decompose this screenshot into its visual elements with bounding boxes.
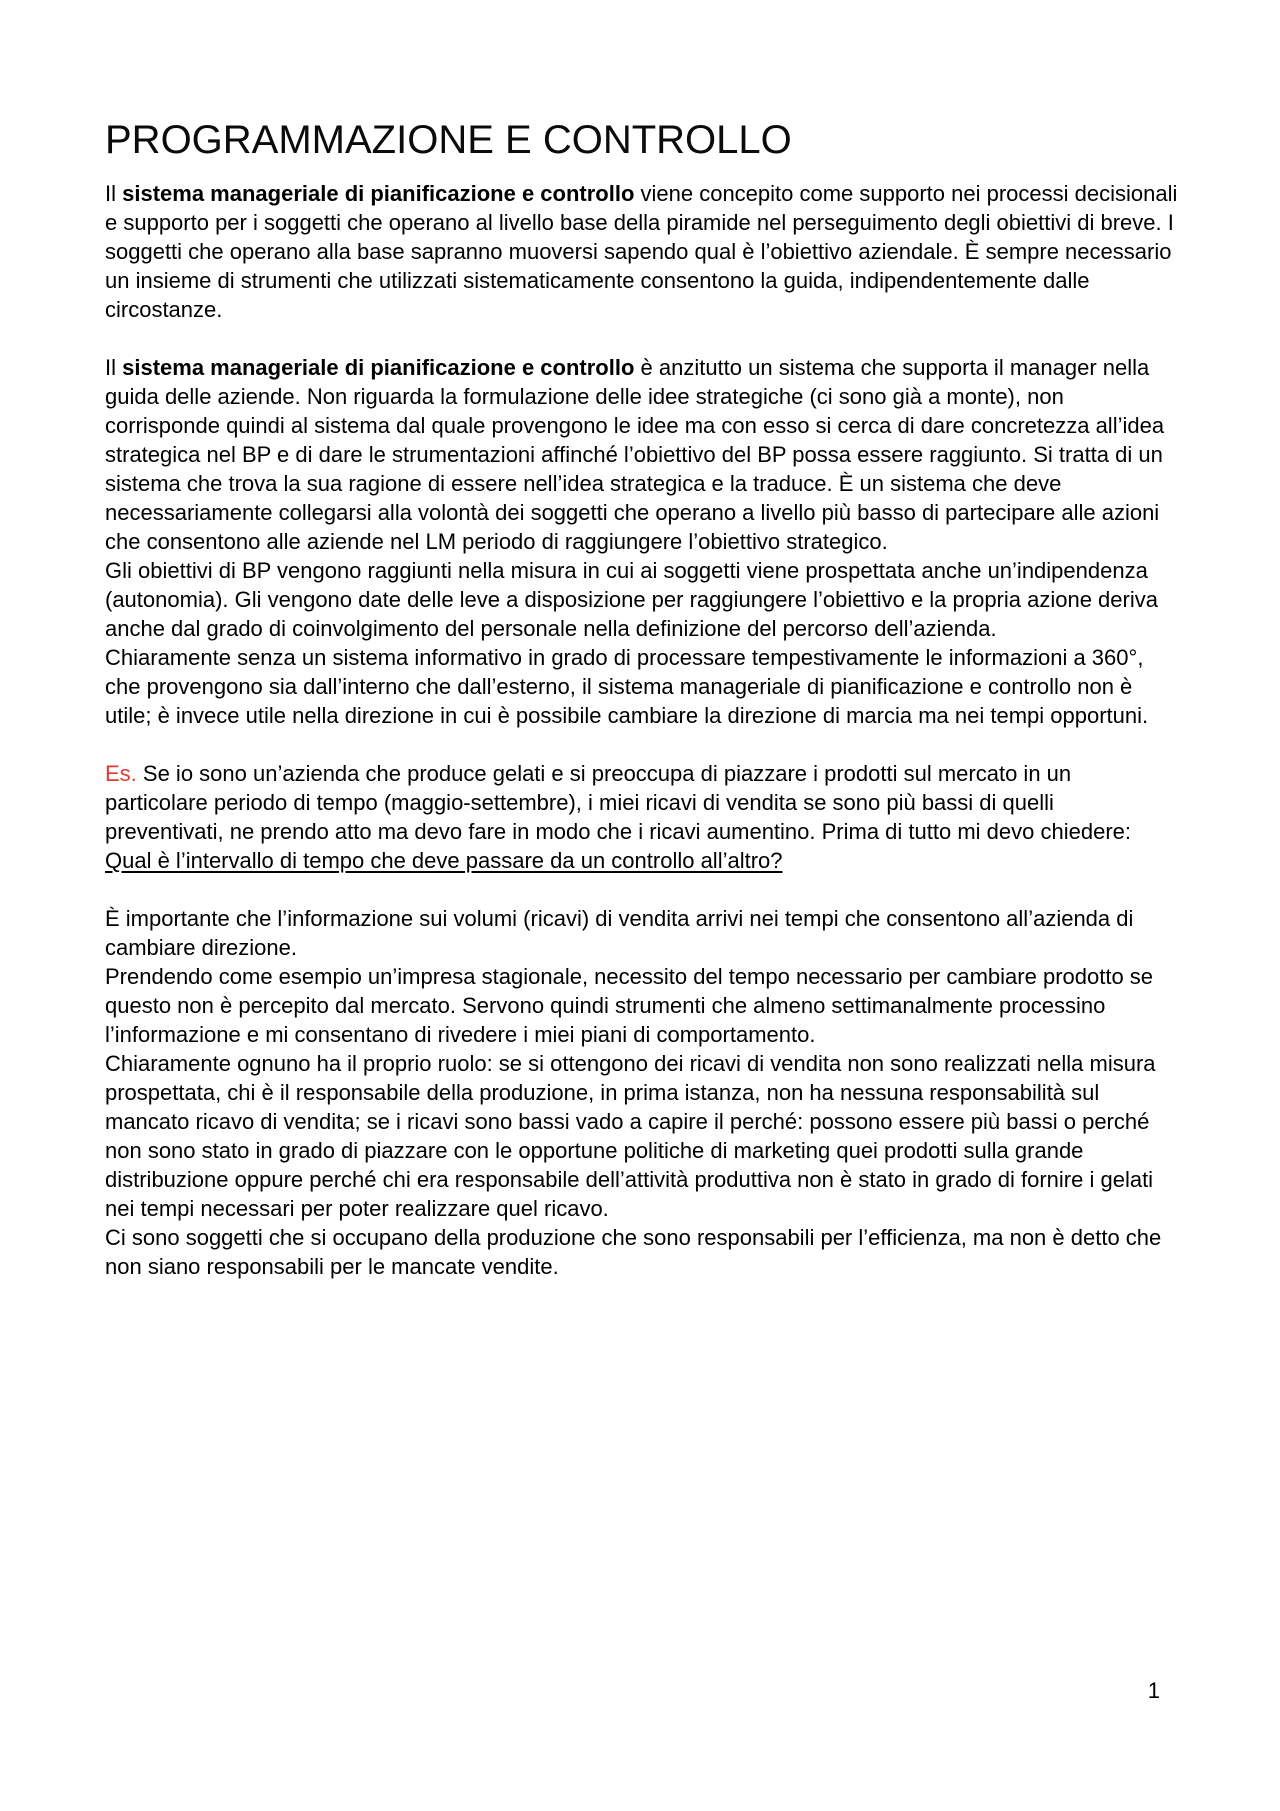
paragraph: [105, 904, 1178, 962]
text-segment: Ci sono soggetti che si occupano della produzione che sono responsabili per l’efficienza, ma non è detto che non siano responsabili per le mancate vendite.: [105, 1225, 1162, 1279]
text-segment: è anzitutto un sistema che supporta il manager nella guida delle aziende. Non riguarda la formulazione delle idee strategiche (ci sono già a monte), non corrisponde quindi al sistema dal quale provengono le idee ma con esso si cerca di dare concretezza all’idea strategica nel BP e di dare le strumentazioni affinché l’obiettivo del BP possa essere raggiunto. Si tratta di un sistema che trova la sua ragione di essere nell’idea strategica e la traduce. È un sistema che deve necessariamente collegarsi alla volontà dei soggetti che operano a livello più basso di partecipare alle azioni che consentono alle aziende nel LM periodo di raggiungere l’obiettivo strategico.: [105, 355, 1165, 554]
paragraph: [105, 759, 1178, 875]
text-segment: Se io sono un’azienda che produce gelati e si preoccupa di piazzare i prodotti sul mercato in un particolare periodo di tempo (maggio-settembre), i miei ricavi di vendita se sono più bassi di quelli preventivati, ne prendo atto ma devo fare in modo che i ricavi aumentino. Prima di tutto mi devo chiedere:: [105, 761, 1131, 844]
text-segment: È importante che l’informazione sui volumi (ricavi) di vendita arrivi nei tempi che consentono all’azienda di cambiare direzione.: [105, 906, 1134, 960]
paragraph: [105, 353, 1178, 556]
text-segment: Prendendo come esempio un’impresa stagionale, necessito del tempo necessario per cambiare prodotto se questo non è percepito dal mercato. Servono quindi strumenti che almeno settimanalmente processino l’informazione e mi consentano di rivedere i miei piani di comportamento.: [105, 964, 1154, 1047]
paragraph: [105, 556, 1178, 643]
text-segment: viene concepito come supporto nei processi decisionali e supporto per i soggetti che operano al livello base della piramide nel perseguimento degli obiettivi di breve. I soggetti che operano alla base sapranno muoversi sapendo qual è l’obiettivo aziendale. È sempre necessario un insieme di strumenti che utilizzati sistematicamente consentono la guida, indipendentemente dalle circostanze.: [105, 181, 1178, 322]
text-segment: Chiaramente ognuno ha il proprio ruolo: se si ottengono dei ricavi di vendita non sono realizzati nella misura prospettata, chi è il responsabile della produzione, in prima istanza, non ha nessuna responsabilità sul mancato ricavo di vendita; se i ricavi sono bassi vado a capire il perché: possono essere più bassi o perché non sono stato in grado di piazzare con le opportune politiche di marketing quei prodotti sulla grande distribuzione oppure perché chi era responsabile dell’attività produttiva non è stato in grado di fornire i gelati nei tempi necessari per poter realizzare quel ricavo.: [105, 1051, 1156, 1221]
page-title: PROGRAMMAZIONE E CONTROLLO: [105, 118, 792, 162]
bold-term: sistema manageriale di pianificazione e controllo: [122, 355, 635, 380]
paragraph: [105, 179, 1178, 324]
underlined-question: Qual è l’intervallo di tempo che deve passare da un controllo all’altro?: [105, 848, 783, 873]
bold-term: sistema manageriale di pianificazione e controllo: [122, 181, 635, 206]
paragraph: [105, 1223, 1178, 1281]
text-segment: Il: [105, 181, 123, 206]
paragraph: [105, 962, 1178, 1049]
text-segment: Gli obiettivi di BP vengono raggiunti nella misura in cui ai soggetti viene prospettata anche un’indipendenza (autonomia). Gli vengono date delle leve a disposizione per raggiungere l’obiettivo e la propria azione deriva anche dal grado di coinvolgimento del personale nella definizione del percorso dell’azienda.: [105, 558, 1158, 641]
text-segment: Chiaramente senza un sistema informativo in grado di processare tempestivamente le informazioni a 360°, che provengono sia dall’interno che dall’esterno, il sistema manageriale di pianificazione e controllo non è utile; è invece utile nella direzione in cui è possibile cambiare la direzione di marcia ma nei tempi opportuni.: [105, 645, 1149, 728]
text-segment: Il: [105, 355, 123, 380]
paragraph: [105, 643, 1178, 730]
document-body: [105, 179, 1178, 1281]
paragraph: [105, 1049, 1178, 1223]
page-number: 1: [1147, 1678, 1160, 1703]
example-label: Es.: [105, 761, 137, 786]
